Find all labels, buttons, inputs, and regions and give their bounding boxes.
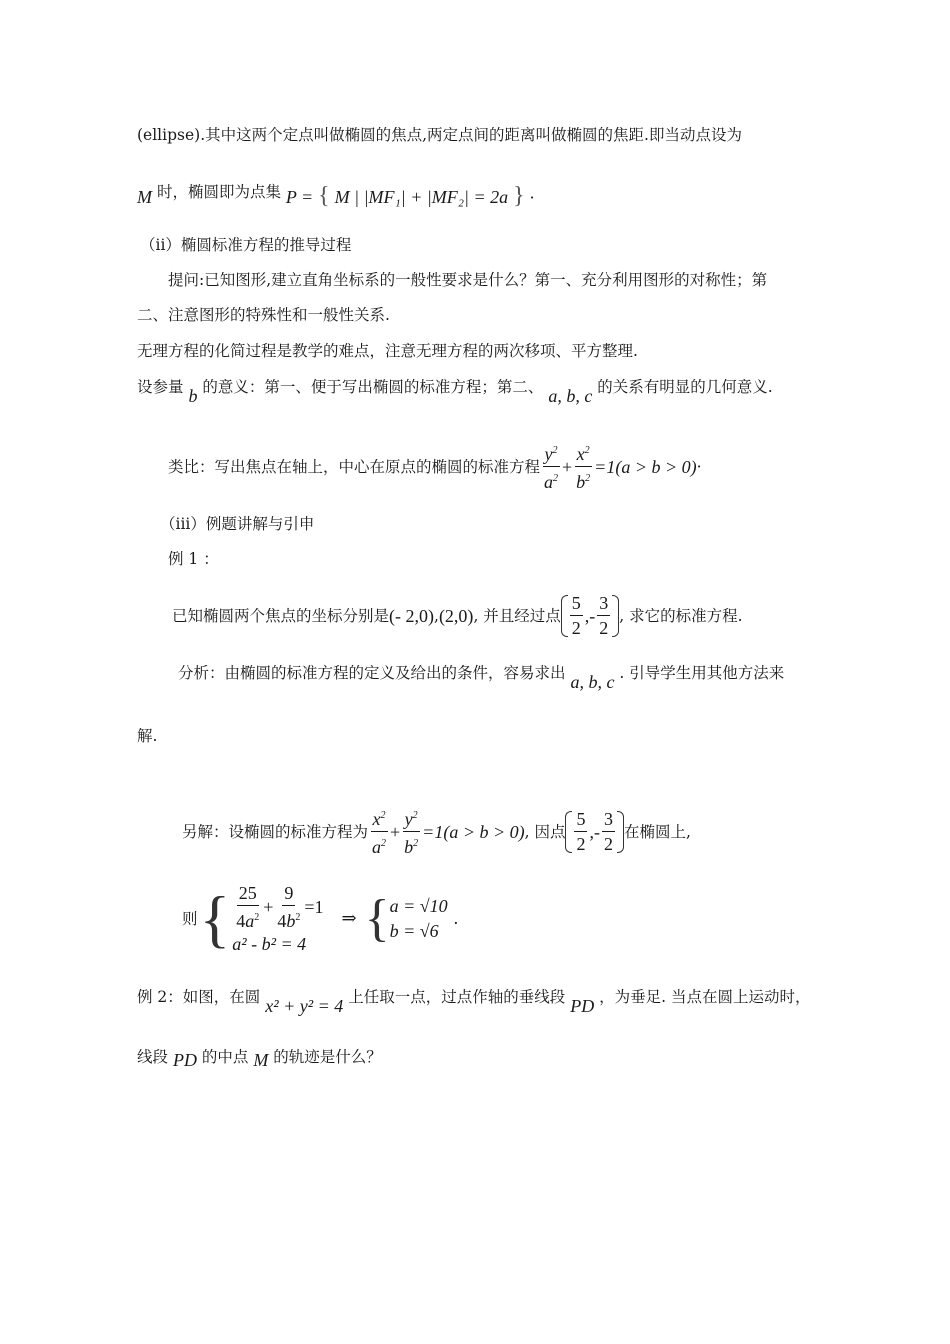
note2-text-b: 的意义：第一、便于写出椭圆的标准方程；第二、 <box>202 378 544 396</box>
paragraph-analysis <box>178 662 785 692</box>
set-body: M | |MF₁| + |MF₂| = 2a <box>334 187 509 207</box>
implies-arrow: ⇒ <box>341 908 357 928</box>
point-sep: ,- <box>584 605 596 626</box>
ex2-text-d: 线段 <box>137 1048 169 1066</box>
analysis-abc: a, b, c <box>570 672 615 692</box>
ex2-text-f: 的轨迹是什么？ <box>273 1048 382 1066</box>
paragraph-note-2 <box>137 376 773 406</box>
var-M: M <box>137 187 152 207</box>
fraction-x2-a2: $\frac{x^2}{a^2}$ <box>370 805 388 858</box>
focus-1: (- 2,0) <box>389 605 434 626</box>
fraction-3-2: $\frac{3}{2}$ <box>599 593 609 638</box>
ex2-text-b: 上任取一点，过点作轴的垂线段 <box>348 988 566 1006</box>
system-row-2: a² - b² = 4 <box>232 934 307 954</box>
result-end: . <box>453 908 459 928</box>
note2-text-c: 的关系有明显的几何意义. <box>597 378 773 396</box>
fraction-9-4b2: $\frac{9}{4b^2}$ <box>277 883 301 931</box>
text-point-set: 时，椭圆即为点集 <box>156 183 281 201</box>
heading-ii: （ii）椭圆标准方程的推导过程 <box>140 236 352 254</box>
system-brace-left: { <box>199 882 231 954</box>
example-2-question <box>137 1046 382 1070</box>
plus-sign: + <box>562 456 573 477</box>
fraction-x2-b2: $\frac{x^2}{b^2}$ <box>574 440 592 493</box>
note2-text-a: 设参量 <box>137 378 184 396</box>
focus-2: (2,0) <box>438 605 474 626</box>
set-end-dot: · <box>529 189 535 207</box>
ex1-text-c: , 求它的标准方程. <box>619 606 743 625</box>
paragraph-point-set <box>137 183 535 209</box>
ex1-comma: , <box>434 606 439 625</box>
set-brace-left: { <box>318 183 330 209</box>
paragraph-question-2: 二、注意图形的特殊性和一般性关系. <box>137 306 390 324</box>
alt-text-a: 另解：设椭圆的标准方程为 <box>182 822 369 841</box>
alt-text-b: , 因点 <box>524 822 566 841</box>
result-brace-left: { <box>364 889 390 947</box>
paragraph-note-1: 无理方程的化简过程是教学的难点，注意无理方程的两次移项、平方整理. <box>137 342 638 360</box>
point-paren-left <box>561 595 568 637</box>
equation-system <box>182 882 458 955</box>
fraction-25-4a2: $\frac{25}{4a^2}$ <box>236 883 260 931</box>
segment-PD-2: PD <box>172 1050 197 1070</box>
alt-plus: + <box>390 821 401 842</box>
alt-fraction-3-2: $\frac{3}{2}$ <box>603 809 613 854</box>
point-paren-right <box>612 595 619 637</box>
paragraph-alt-solution <box>182 805 691 858</box>
fraction-y2-b2: $\frac{y^2}{b^2}$ <box>402 805 420 858</box>
alt-paren-right <box>617 811 624 853</box>
example-1-label: 例 1 ： <box>168 550 219 568</box>
circle-equation: x² + y² = 4 <box>265 996 344 1016</box>
then-label: 则 <box>182 909 198 928</box>
ex2-text-a: 例 2：如图，在圆 <box>137 988 261 1006</box>
result-rows <box>390 896 448 942</box>
alt-fraction-5-2: $\frac{5}{2}$ <box>576 809 586 854</box>
analogy-eq-rhs: =1(a > b > 0) <box>594 456 697 477</box>
result-a: a = √10 <box>389 895 448 916</box>
paragraph-analogy <box>168 440 702 493</box>
alt-point-sep: ,- <box>589 821 600 842</box>
set-brace-right: } <box>513 183 525 209</box>
system-row-1-rhs: =1 <box>304 896 324 917</box>
analysis-text-b: . 引导学生用其他方法来 <box>619 664 785 682</box>
fraction-5-2: $\frac{5}{2}$ <box>571 593 581 638</box>
paragraph-question-1: 提问:已知图形,建立直角坐标系的一般性要求是什么？第一、充分利用图形的对称性；第 <box>168 271 768 289</box>
ex2-text-c: ，为垂足. 当点在圆上运动时， <box>599 988 811 1006</box>
var-abc: a, b, c <box>548 386 593 406</box>
system-plus: + <box>263 896 274 917</box>
ex1-text-b: , 并且经过点 <box>473 606 561 625</box>
var-b: b <box>188 386 198 406</box>
alt-eq-rhs: =1(a > b > 0) <box>422 821 525 842</box>
analogy-end: · <box>696 457 702 476</box>
system-row-1 <box>232 882 323 932</box>
alt-text-c: 在椭圆上, <box>623 822 691 841</box>
example-2-statement <box>137 986 811 1016</box>
ex2-text-e: 的中点 <box>201 1048 249 1066</box>
fraction-y2-a2: $\frac{y^2}{a^2}$ <box>542 440 560 493</box>
heading-iii: （iii）例题讲解与引申 <box>160 515 315 533</box>
ex1-text-a: 已知椭圆两个焦点的坐标分别是 <box>172 606 390 625</box>
analysis-text-a: 分析：由椭圆的标准方程的定义及给出的条件，容易求出 <box>178 664 566 682</box>
midpoint-M: M <box>253 1050 269 1070</box>
paragraph-ellipse-def: (ellipse).其中这两个定点叫做椭圆的焦点,两定点间的距离叫做椭圆的焦距.即当动点设为 <box>137 126 742 144</box>
analysis-text-c: 解. <box>137 727 158 745</box>
example-1-statement <box>172 592 743 639</box>
system-rows <box>232 882 323 955</box>
set-P-label: P = <box>285 187 314 207</box>
result-b: b = √6 <box>389 920 439 941</box>
analogy-text: 类比：写出焦点在轴上，中心在原点的椭圆的标准方程 <box>168 457 541 476</box>
segment-PD: PD <box>570 996 595 1016</box>
alt-paren-left <box>565 811 572 853</box>
